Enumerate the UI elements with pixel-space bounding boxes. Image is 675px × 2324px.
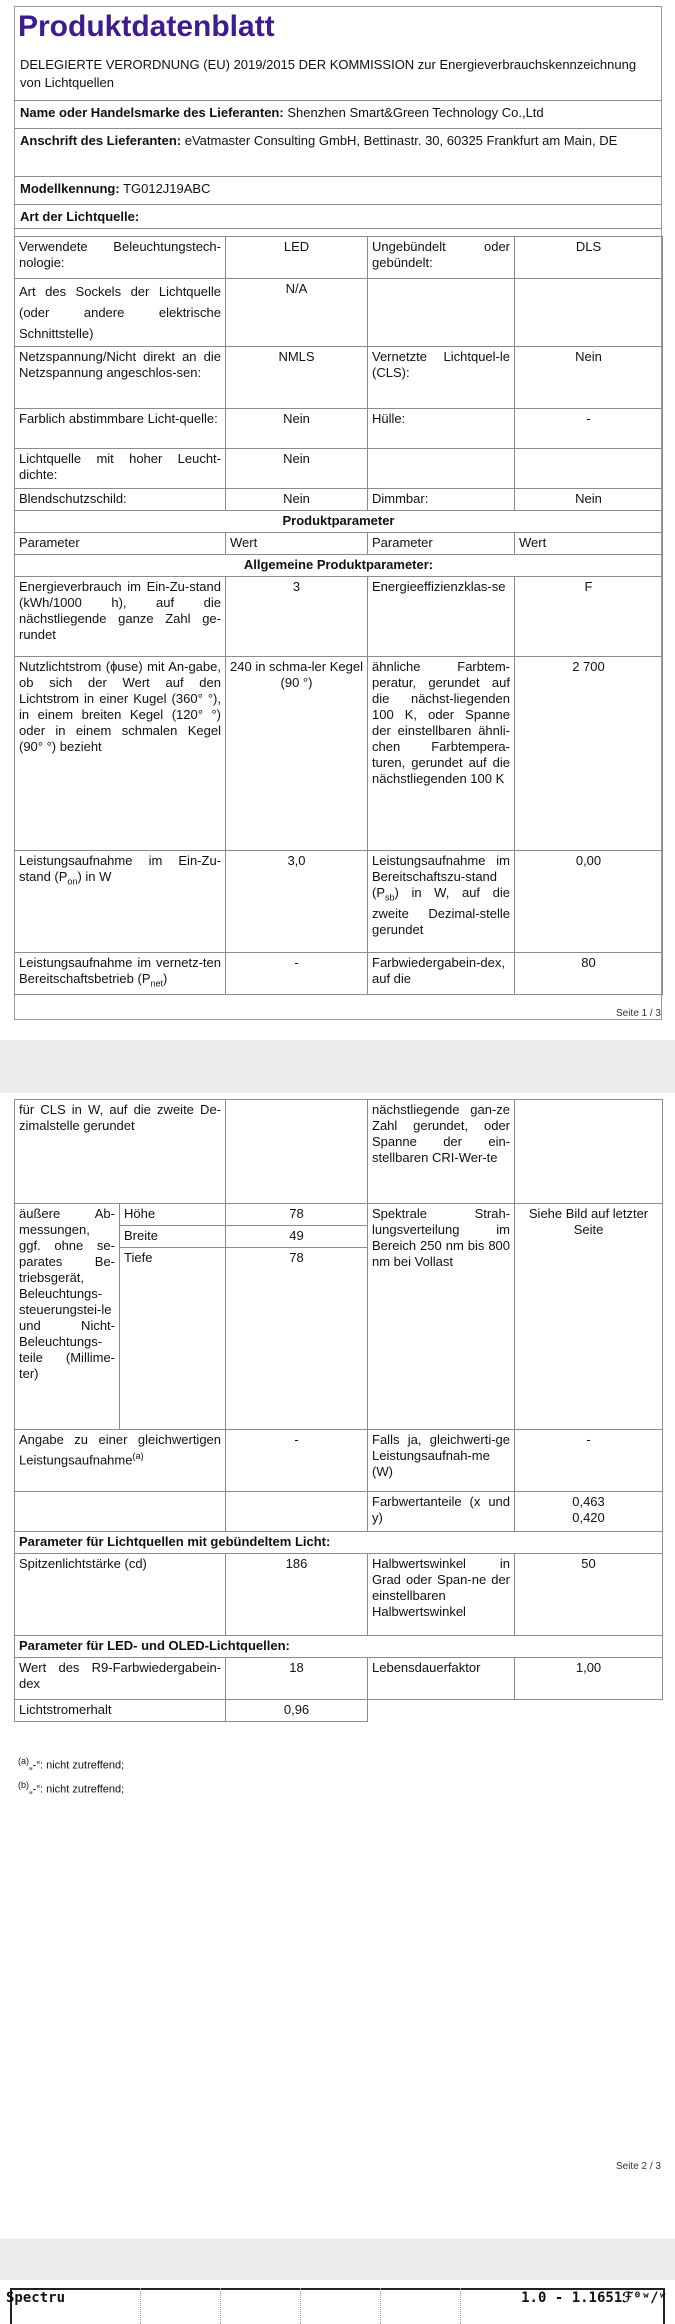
cls-value: Nein [515, 347, 663, 409]
table-row [15, 449, 663, 489]
supplier-name-value: Shenzhen Smart&Green Technology Co.,Ltd [287, 105, 544, 120]
page-number: Seite 2 / 3 [615, 2161, 661, 2172]
cls-label: Vernetzte Lichtquel-le (CLS): [368, 347, 515, 409]
survival-factor-value: 1,00 [515, 1658, 663, 1700]
document-title: Produktdatenblatt [18, 10, 275, 43]
dim-width-label: Breite [120, 1226, 226, 1248]
networked-standby-cont-label: für CLS in W, auf die zweite De-zimalstelle gerundet [15, 1100, 226, 1204]
subscript: net [150, 978, 164, 989]
mains-value: NMLS [226, 347, 368, 409]
dimmable-label: Dimmbar: [368, 489, 515, 511]
table-row [15, 1430, 663, 1492]
table-row [15, 1492, 663, 1532]
beam-angle-value: 50 [515, 1554, 663, 1636]
led-params-heading: Parameter für LED- und OLED-Lichtquellen: [15, 1636, 663, 1658]
dimensions-label: äußere Ab-messungen, ggf. ohne se-parates Be-triebsgerät, Beleuchtungs-steuerungstei-le und Nicht-Beleuchtungs-teile (Millime-ter) [15, 1204, 120, 1430]
useful-flux-label: Nutzlichtstrom (ϕuse) mit An-gabe, ob sich der Wert auf den Lichtstrom in einer Kugel (360° °), in einem breiten Kegel (120° °) oder in einem schmalen Kegel (90° °) bezieht [15, 657, 226, 851]
energy-consumption-value: 3 [226, 577, 368, 657]
standby-power-text: Leistungsaufnahme im Bereitschaftszu-stand (P [372, 853, 510, 900]
cct-value: 2 700 [515, 657, 663, 851]
chromaticity-y: 0,420 [572, 1510, 605, 1525]
table-row [15, 1100, 663, 1204]
grid-line [300, 2288, 301, 2324]
lumen-maintenance-value: 0,96 [226, 1700, 368, 1722]
equivalent-power-label [15, 1430, 226, 1492]
networked-standby-text: ) [163, 971, 168, 986]
lumen-maintenance-label: Lichtstromerhalt [15, 1700, 226, 1722]
empty-cell [515, 1100, 663, 1204]
beam-angle-label: Halbwertswinkel in Grad oder Span-ne der einstellbaren Halbwertswinkel [368, 1554, 515, 1636]
high-luminance-value: Nein [226, 449, 368, 489]
directional-params-heading: Parameter für Lichtquellen mit gebündeltem Licht: [15, 1532, 663, 1554]
document-subtitle: DELEGIERTE VERORDNUNG (EU) 2019/2015 DER KOMMISSION zur Energieverbrauchskennzeichnung von Lichtquellen [20, 57, 637, 90]
anti-glare-label: Blendschutzschild: [15, 489, 226, 511]
peak-intensity-label: Spitzenlichtstärke (cd) [15, 1554, 226, 1636]
empty-cell [15, 1492, 226, 1532]
spectral-value: Siehe Bild auf letzter Seite [515, 1204, 663, 1430]
dim-height-label: Höhe [120, 1204, 226, 1226]
networked-standby-value: - [226, 953, 368, 995]
spectrum-range-label: 1.0 - 1.1651ℱ⁰ʷ/ʷ [521, 2290, 667, 2306]
directional-value: DLS [515, 237, 663, 279]
empty-cell [515, 1700, 663, 1722]
supplier-address-label: Anschrift des Lieferanten: [20, 133, 182, 148]
spectral-label: Spektrale Strah-lungsverteilung im Bereich 250 nm bis 800 nm bei Vollast [368, 1204, 515, 1430]
on-mode-power-text: Leistungsaufnahme im Ein-Zu-stand (P [19, 853, 221, 884]
dim-height-value: 78 [226, 1204, 368, 1226]
survival-factor-label: Lebensdauerfaktor [368, 1658, 515, 1700]
empty-cell [226, 1492, 368, 1532]
footnote-text: „-“: nicht zutreffend; [29, 1759, 125, 1772]
grid-line [380, 2288, 381, 2324]
model-value: TG012J19ABC [123, 181, 211, 196]
on-mode-power-text: ) in W [77, 869, 112, 884]
spectrum-label: Spectru [6, 2290, 66, 2306]
empty-cell [368, 279, 515, 347]
model-row [14, 176, 662, 200]
footnote-text: „-“: nicht zutreffend; [29, 1783, 125, 1796]
product-params-heading: Produktparameter [15, 511, 663, 533]
table-row [15, 511, 663, 533]
table-row [15, 1700, 663, 1722]
col-header-parameter-2: Parameter [368, 533, 515, 555]
grid-line [220, 2288, 221, 2324]
footnote-marker: (a) [132, 1451, 144, 1461]
tunable-value: Nein [226, 409, 368, 449]
params-table-continued [14, 1099, 663, 1722]
supplier-name-label: Name oder Handelsmarke des Lieferanten: [20, 105, 284, 120]
envelope-value: - [515, 409, 663, 449]
light-type-heading-row [14, 204, 662, 229]
footnote-marker: (a) [18, 1756, 29, 1766]
col-header-value-2: Wert [515, 533, 663, 555]
table-row [15, 657, 663, 851]
equivalent-power-if-yes-label: Falls ja, gleichwerti-ge Leistungsaufnah-me (W) [368, 1430, 515, 1492]
cri-label: Farbwiedergabein-dex, auf die [368, 953, 515, 995]
standby-power-value: 0,00 [515, 851, 663, 953]
table-row [15, 489, 663, 511]
energy-consumption-label: Energieverbrauch im Ein-Zu-stand (kWh/1000 h), auf die nächstliegende ganze Zahl ge-rundet [15, 577, 226, 657]
table-row [15, 279, 663, 347]
page-number: Seite 1 / 3 [615, 1008, 661, 1019]
subscript: sb [385, 892, 395, 903]
empty-cell [368, 1700, 515, 1722]
empty-cell [515, 449, 663, 489]
table-row [15, 1636, 663, 1658]
dimmable-value: Nein [515, 489, 663, 511]
networked-standby-label [15, 953, 226, 995]
table-row [15, 1658, 663, 1700]
networked-standby-text: Leistungsaufnahme im vernetz-ten Bereitschaftsbetrieb (P [19, 955, 221, 986]
light-type-heading: Art der Lichtquelle: [20, 209, 140, 224]
model-label: Modellkennung: [20, 181, 120, 196]
dim-depth-value: 78 [226, 1248, 368, 1430]
table-row [15, 851, 663, 953]
directional-label: Ungebündelt oder gebündelt: [368, 237, 515, 279]
table-row [15, 1204, 663, 1226]
footnote-marker: (b) [18, 1780, 29, 1790]
subscript: on [67, 876, 78, 887]
page-1 [0, 0, 675, 1040]
energy-class-value: F [515, 577, 663, 657]
equivalent-power-text: Angabe zu einer gleichwertigen Leistungsaufnahme [19, 1432, 222, 1468]
dim-depth-label: Tiefe [120, 1248, 226, 1430]
table-row [15, 577, 663, 657]
table-row [15, 953, 663, 995]
empty-cell [368, 449, 515, 489]
cri-cont-label: nächstliegende gan-ze Zahl gerundet, oder Spanne der ein-stellbaren CRI-Wer-te [368, 1100, 515, 1204]
cap-label: Art des Sockels der Lichtquelle (oder andere elektrische Schnittstelle) [15, 279, 226, 347]
on-mode-power-label [15, 851, 226, 953]
table-row [15, 1532, 663, 1554]
col-header-value: Wert [226, 533, 368, 555]
table-header-row [15, 533, 663, 555]
chromaticity-label: Farbwertanteile (x und y) [368, 1492, 515, 1532]
supplier-address-row [14, 128, 662, 152]
peak-intensity-value: 186 [226, 1554, 368, 1636]
chromaticity-value [515, 1492, 663, 1532]
equivalent-power-if-yes-value: - [515, 1430, 663, 1492]
envelope-label: Hülle: [368, 409, 515, 449]
equivalent-power-value: - [226, 1430, 368, 1492]
cri-value: 80 [515, 953, 663, 995]
tunable-label: Farblich abstimmbare Licht-quelle: [15, 409, 226, 449]
grid-line [460, 2288, 461, 2324]
empty-cell [515, 279, 663, 347]
r9-label: Wert des R9-Farbwiedergabein-dex [15, 1658, 226, 1700]
dim-width-value: 49 [226, 1226, 368, 1248]
high-luminance-label: Lichtquelle mit hoher Leucht-dichte: [15, 449, 226, 489]
anti-glare-value: Nein [226, 489, 368, 511]
general-params-heading: Allgemeine Produktparameter: [15, 555, 663, 577]
empty-cell [226, 1100, 368, 1204]
page-separator [0, 1040, 675, 1093]
r9-value: 18 [226, 1658, 368, 1700]
table-row [15, 555, 663, 577]
cap-value: N/A [226, 279, 368, 347]
light-type-table [14, 236, 663, 995]
tech-value: LED [226, 237, 368, 279]
cct-label: ähnliche Farbtem-peratur, gerundet auf die nächst-liegenden 100 K, oder Spanne der einstellbaren ähnli-chen Farbtempera-turen, gerundet auf die nächstliegenden 100 K [368, 657, 515, 851]
supplier-name-row [14, 100, 662, 124]
energy-class-label: Energieeffizienzklas-se [368, 577, 515, 657]
page-2 [0, 1093, 675, 2239]
footnote-b [18, 1777, 124, 1798]
grid-line [140, 2288, 141, 2324]
on-mode-power-value: 3,0 [226, 851, 368, 953]
tech-label: Verwendete Beleuchtungstech-nologie: [15, 237, 226, 279]
col-header-parameter: Parameter [15, 533, 226, 555]
footnote-a [18, 1753, 124, 1774]
page-3 [0, 2280, 675, 2324]
standby-power-label [368, 851, 515, 953]
page-separator [0, 2239, 675, 2280]
standby-power-text: ) in W, auf die zweite Dezimal-stelle gerundet [372, 885, 510, 937]
supplier-address-value: eVatmaster Consulting GmbH, Bettinastr. 30, 60325 Frankfurt am Main, DE [184, 133, 618, 148]
useful-flux-value: 240 in schma-ler Kegel (90 °) [226, 657, 368, 851]
table-row [15, 409, 663, 449]
table-row [15, 237, 663, 279]
table-row [15, 1554, 663, 1636]
mains-label: Netzspannung/Nicht direkt an die Netzspannung angeschlos-sen: [15, 347, 226, 409]
chromaticity-x: 0,463 [572, 1494, 605, 1509]
table-row [15, 347, 663, 409]
